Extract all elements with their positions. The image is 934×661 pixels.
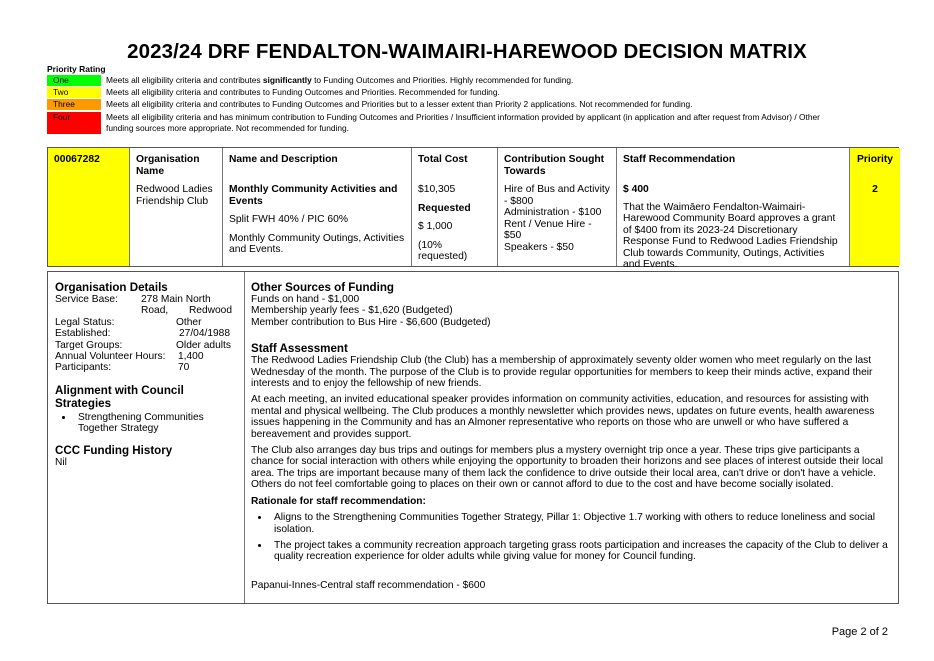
rationale-list (251, 512, 890, 563)
participants-row: Participants: 70 (55, 362, 190, 374)
total-cost-value: $10,305 (418, 184, 456, 195)
project-description: Monthly Community Outings, Activities and Events. (229, 232, 405, 255)
priority-desc-two: Meets all eligibility criteria and contributes to Funding Outcomes and Priorities. Recommended for funding. (106, 87, 500, 97)
contribution-item: Rent / Venue Hire - $50 (504, 218, 592, 241)
contribution-item: Hire of Bus and Activity - $800 (504, 184, 610, 207)
priority-value: 2 (872, 184, 878, 195)
priority-rating-heading: Priority Rating (47, 64, 106, 74)
priority-desc-three: Meets all eligibility criteria and contributes to Funding Outcomes and Priorities but to a lesser extent than Priority 2 applications. Not recommended for funding. (106, 99, 693, 109)
page-title: 2023/24 DRF FENDALTON-WAIMAIRI-HAREWOOD DECISION MATRIX (127, 40, 807, 63)
other-source-item: Membership yearly fees - $1,620 (Budgeted) (251, 305, 453, 317)
service-base-value-line2: Redwood (188, 305, 232, 317)
project-name: Monthly Community Activities and Events (229, 184, 398, 207)
rationale-item: • Aligns to the Strengthening Communities Together Strategy, Pillar 1: Objective 1.7 working with others to reduce loneliness and social isolation. (270, 512, 890, 535)
assessment-paragraph: The Club also arranges day bus trips and outings for members plus a mystery overnight trip once a year. These trips give participants a chance for social interaction with others while enjoying the opportunity to broaden their horizons and see places of interest outside their local area. The trips are important because many of them lack the confidence to drive outside their local area, can't drive or don't have a vehicle. Others do not feel comfortable going to places on their own or cannot afford to due to the cost and have become socially isolated. (251, 445, 883, 491)
alignment-item: • Strengthening Communities Together Strategy (74, 412, 238, 435)
funding-history-heading: CCC Funding History (55, 443, 173, 457)
priority-desc-one: Meets all eligibility criteria and contributes significantly to Funding Outcomes and Priorities. Highly recommended for funding. (106, 75, 574, 85)
name-description-cell (223, 148, 412, 266)
contribution-cell (498, 148, 617, 266)
service-base-value: 278 Main North Road, (141, 294, 211, 317)
application-id-cell (48, 148, 130, 266)
rationale-heading: Rationale for staff recommendation: (251, 495, 426, 507)
organisation-details-heading: Organisation Details (55, 281, 168, 294)
organisation-cell (130, 148, 223, 266)
page-number: Page 2 of 2 (831, 626, 888, 638)
staff-recommendation-amount: $ 400 (623, 184, 649, 195)
application-summary-table (47, 147, 899, 270)
priority-swatch-two: Two (47, 87, 101, 98)
legal-status-row: Legal Status: Other (55, 316, 202, 328)
assessment-paragraph: The Redwood Ladies Friendship Club (the Club) has a membership of approximately seventy older women who meet regularly on the last Wednesday of the month. The purpose of the Club is to provide regular opportunities for members to keep their minds active, expand their interests and to enjoy the fellowship of new friends. (251, 355, 873, 390)
organisation-name: Redwood Ladies Friendship Club (136, 184, 213, 207)
requested-label: Requested (418, 202, 471, 214)
priority-swatch-one: One (47, 75, 101, 86)
requested-amount: $ 1,000 (418, 221, 453, 232)
other-board-recommendation: Papanui-Innes-Central staff recommendation - $600 (251, 579, 486, 591)
application-id: 00067282 (54, 154, 100, 165)
staff-recommendation-header: Staff Recommendation (623, 154, 736, 165)
priority-swatch-three: Three (47, 99, 101, 110)
details-table (47, 271, 899, 604)
funding-history-value: Nil (55, 456, 67, 468)
other-source-item: Funds on hand - $1,000 (251, 294, 360, 305)
legal-status-value: Other (176, 316, 202, 328)
staff-recommendation-text: That the Waimāero Fendalton-Waimairi-Harewood Community Board approves a grant of $400 from its 2023-24 Discretionary Response Fund to Redwood Ladies Friendship Club towards Community, Outings, Activities and Events. (623, 201, 838, 270)
project-split: Split FWH 40% / PIC 60% (229, 214, 349, 225)
contribution-header: Contribution Sought Towards (504, 154, 605, 177)
staff-assessment-heading: Staff Assessment (251, 342, 348, 356)
other-sources-heading: Other Sources of Funding (251, 281, 394, 294)
contribution-item: Speakers - $50 (504, 241, 574, 253)
alignment-list (55, 412, 238, 435)
name-description-header: Name and Description (229, 154, 338, 165)
alignment-heading: Alignment with Council Strategies (55, 383, 184, 410)
volunteer-hours-value: 1,400 (178, 350, 204, 362)
assessment-paragraph: At each meeting, an invited educational speaker provides information on community activities, education, and resources for assisting with mental and physical wellbeing. The Club produces a monthly newsletter which provides news, updates on future events, health awareness issues happening in the Community and has an Almoner representative who reports on those who are unwell or who have suffered a bereavement and provides support. (251, 394, 875, 440)
other-source-item: Member contribution to Bus Hire - $6,600 (Budgeted) (251, 316, 491, 328)
priority-header: Priority (856, 154, 894, 165)
service-base-row: Service Base: 278 Main North Road, (55, 294, 238, 305)
contribution-item: Administration - $100 (504, 207, 602, 218)
priority-cell (850, 148, 900, 266)
rationale-item: • The project takes a community recreation approach targeting grass roots participation and increases the capacity of the Club to deliver a quality recreation experience for older adults while giving value for money for Council funding. (270, 540, 890, 563)
staff-recommendation-cell (617, 148, 850, 270)
assessment-panel (245, 272, 898, 603)
priority-swatch-four: Four (47, 112, 101, 134)
total-cost-cell (412, 148, 498, 266)
total-cost-header: Total Cost (418, 154, 468, 165)
organisation-details-panel (48, 272, 245, 603)
participants-value: 70 (178, 362, 190, 374)
requested-percentage: (10% requested) (418, 239, 468, 262)
established-row: Established: 27/04/1988 (55, 328, 230, 340)
target-groups-row: Target Groups: Older adults (55, 339, 231, 351)
established-value: 27/04/1988 (179, 328, 230, 340)
volunteer-hours-row: Annual Volunteer Hours: 1,400 (55, 350, 204, 362)
priority-desc-four: Meets all eligibility criteria and has minimum contribution to Funding Outcomes and Priorities / Insufficient information provided by applicant (in application and after request from Advisor) / Other funding sources more appropriate. Not recommended for funding. (106, 112, 820, 133)
target-groups-value: Older adults (176, 339, 231, 351)
organisation-header: Organisation Name (136, 154, 200, 177)
